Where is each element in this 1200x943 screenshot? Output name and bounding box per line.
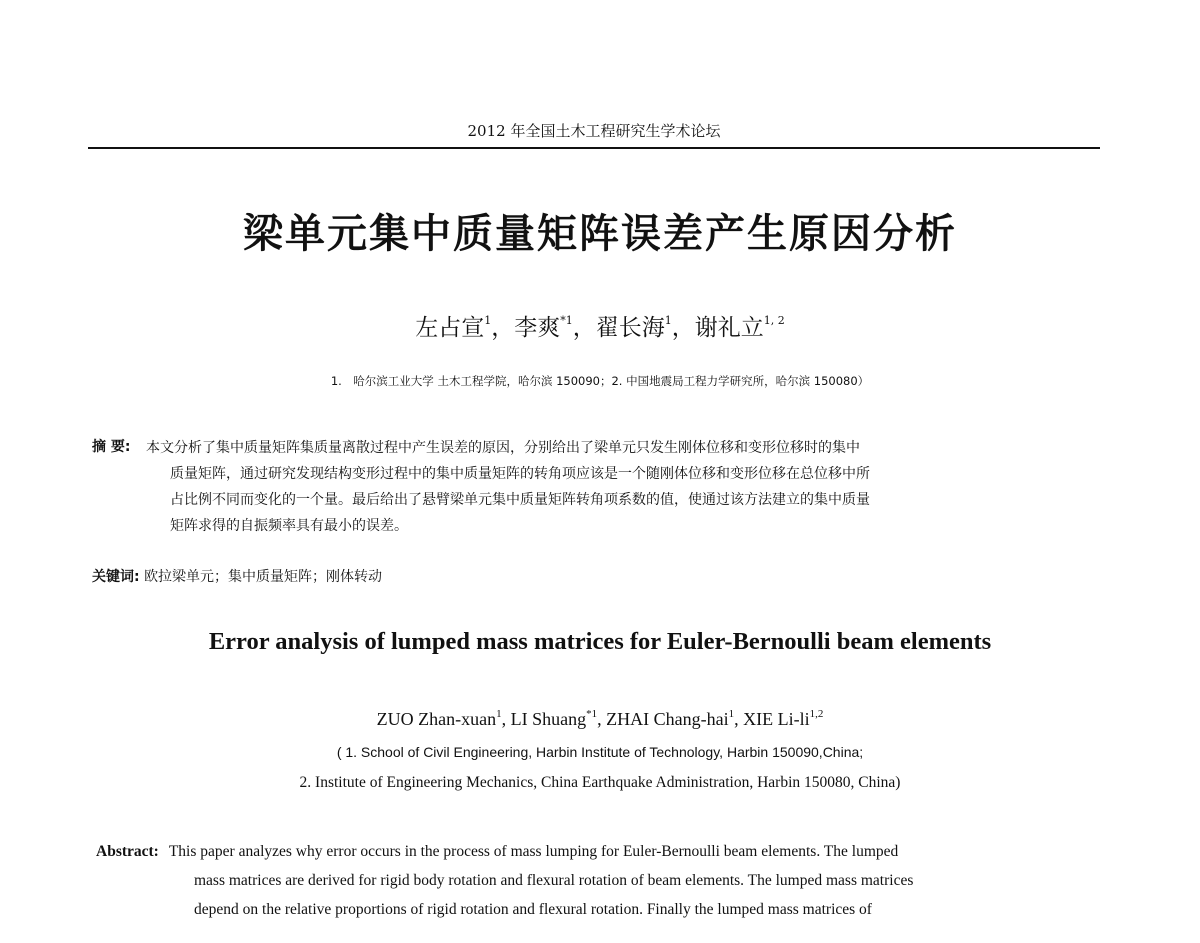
- chinese-abstract-line: 占比例不同而变化的一个量。最后给出了悬臂梁单元集中质量矩阵转角项系数的值，使通过该方法建立的集中质量: [170, 492, 870, 508]
- english-affiliation-1: ( 1. School of Civil Engineering, Harbin Institute of Technology, Harbin 150090,China;: [336, 744, 864, 760]
- chinese-authors: [100, 313, 1100, 343]
- header-rule: [88, 147, 1100, 149]
- chinese-keywords: [92, 566, 382, 588]
- chinese-title: 梁单元集中质量矩阵误差产生原因分析: [243, 211, 957, 257]
- author-affiliation-mark: 1, 2: [763, 314, 785, 327]
- author-affiliation-mark: 1: [728, 708, 735, 720]
- author-affiliation-mark: *1: [560, 314, 573, 327]
- english-abstract-line: This paper analyzes why error occurs in the process of mass lumping for Euler-Bernoulli beam elements. The lumped: [168, 843, 899, 860]
- author-separator: ，: [491, 315, 515, 341]
- chinese-author: 左占宣: [415, 315, 485, 341]
- english-abstract-line: depend on the relative proportions of rigid rotation and flexural rotation. Finally the lumped mass matrices of: [194, 901, 872, 918]
- chinese-author: 李爽: [514, 315, 561, 341]
- chinese-abstract-line: 矩阵求得的自振频率具有最小的误差。: [170, 518, 408, 534]
- english-abstract-line: mass matrices are derived for rigid body rotation and flexural rotation of beam elements. The lumped mass matrices: [194, 872, 914, 889]
- author-separator: ,: [501, 709, 511, 729]
- english-abstract-first-row: [96, 837, 1106, 866]
- chinese-abstract-label: 摘 要:: [92, 439, 131, 455]
- english-title: Error analysis of lumped mass matrices for Euler-Bernoulli beam elements: [208, 628, 992, 655]
- chinese-affiliation: 1. 哈尔滨工业大学 土木工程学院，哈尔滨 150090；2. 中国地震局工程力学研究所，哈尔滨 150080）: [330, 374, 870, 388]
- chinese-author: 翟长海: [595, 315, 665, 341]
- chinese-abstract: [92, 435, 1110, 539]
- english-authors: [100, 706, 1100, 732]
- author-separator: ,: [597, 709, 607, 729]
- english-author: XIE Li-li: [743, 709, 810, 729]
- author-affiliation-mark: 1: [664, 314, 672, 327]
- author-affiliation-mark: *1: [586, 708, 598, 720]
- chinese-keywords-label: 关键词:: [92, 569, 140, 585]
- chinese-keywords-text: 欧拉梁单元；集中质量矩阵；刚体转动: [144, 569, 383, 585]
- chinese-abstract-line: 本文分析了集中质量矩阵集质量离散过程中产生误差的原因，分别给出了梁单元只发生刚体位移和变形位移时的集中: [146, 440, 860, 456]
- english-author: ZUO Zhan-xuan: [376, 709, 497, 729]
- chinese-author: 谢礼立: [694, 315, 764, 341]
- english-author: LI Shuang: [510, 709, 587, 729]
- english-author: ZHAI Chang-hai: [606, 709, 729, 729]
- english-abstract-label: Abstract:: [96, 843, 159, 860]
- author-affiliation-mark: 1,2: [809, 708, 824, 720]
- author-separator: ，: [671, 315, 695, 341]
- running-header: 2012 年全国土木工程研究生学术论坛: [467, 122, 721, 140]
- english-affiliation-2: 2. Institute of Engineering Mechanics, China Earthquake Administration, Harbin 150080, China): [299, 774, 901, 791]
- english-abstract: [96, 837, 1106, 924]
- author-affiliation-mark: 1: [496, 708, 502, 720]
- author-separator: ，: [572, 315, 596, 341]
- author-separator: ,: [734, 709, 744, 729]
- chinese-abstract-line: 质量矩阵，通过研究发现结构变形过程中的集中质量矩阵的转角项应该是一个随刚体位移和变形位移在总位移中所: [170, 466, 870, 482]
- author-affiliation-mark: 1: [484, 314, 492, 327]
